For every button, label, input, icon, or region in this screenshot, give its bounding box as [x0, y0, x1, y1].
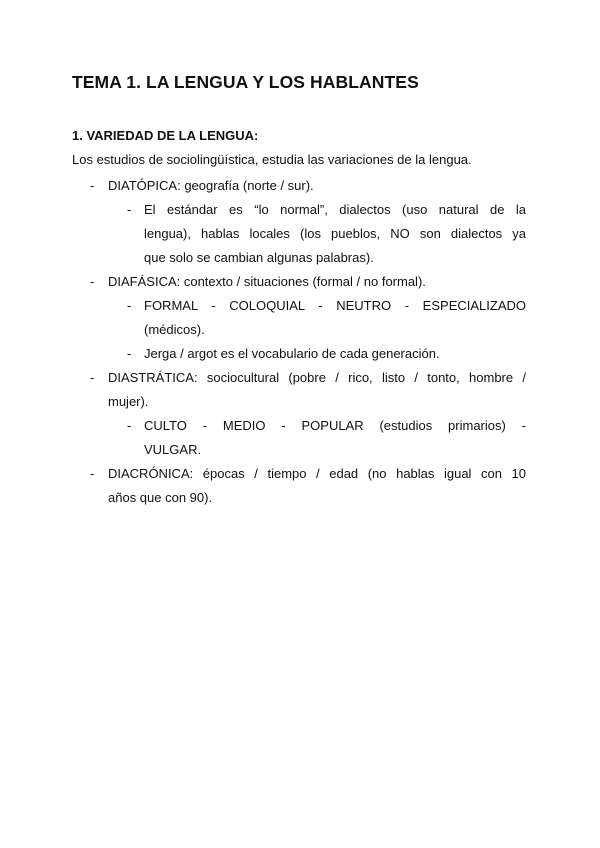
sub-item-line: Jerga / argot es el vocabulario de cada generación. — [144, 346, 440, 361]
bullet-dash: - — [90, 370, 95, 385]
section-heading: 1. VARIEDAD DE LA LENGUA: — [72, 128, 259, 143]
sub-item-line: FORMAL - COLOQUIAL - NEUTRO - ESPECIALIZADO — [144, 298, 526, 313]
intro-paragraph: Los estudios de sociolingüística, estudia las variaciones de la lengua. — [72, 152, 472, 167]
sub-item-line: El estándar es “lo normal”, dialectos (uso natural de la — [144, 202, 526, 217]
bullet-dash: - — [127, 418, 132, 433]
sub-item-line: VULGAR. — [144, 442, 202, 457]
bullet-dash: - — [90, 274, 95, 289]
list-item-line: años que con 90). — [108, 490, 213, 505]
list-item-diastratica: DIASTRÁTICA: sociocultural (pobre / rico, listo / tonto, hombre / — [108, 370, 526, 385]
page-title: TEMA 1. LA LENGUA Y LOS HABLANTES — [72, 72, 419, 92]
bullet-dash: - — [90, 466, 95, 481]
sub-item-line: lengua), hablas locales (los pueblos, NO son dialectos ya — [144, 226, 526, 241]
bullet-dash: - — [127, 202, 132, 217]
bullet-dash: - — [90, 178, 95, 193]
sub-item-line: CULTO - MEDIO - POPULAR (estudios primarios) - — [144, 418, 526, 433]
list-item-diatopica: DIATÓPICA: geografía (norte / sur). — [108, 178, 314, 193]
sub-item-line: (médicos). — [144, 322, 205, 337]
list-item-line: mujer). — [108, 394, 149, 409]
bullet-dash: - — [127, 298, 132, 313]
list-item-diafasica: DIAFÁSICA: contexto / situaciones (formal / no formal). — [108, 274, 426, 289]
list-item-diacronica: DIACRÓNICA: épocas / tiempo / edad (no hablas igual con 10 — [108, 466, 526, 481]
bullet-dash: - — [127, 346, 132, 361]
sub-item-line: que solo se cambian algunas palabras). — [144, 250, 374, 265]
